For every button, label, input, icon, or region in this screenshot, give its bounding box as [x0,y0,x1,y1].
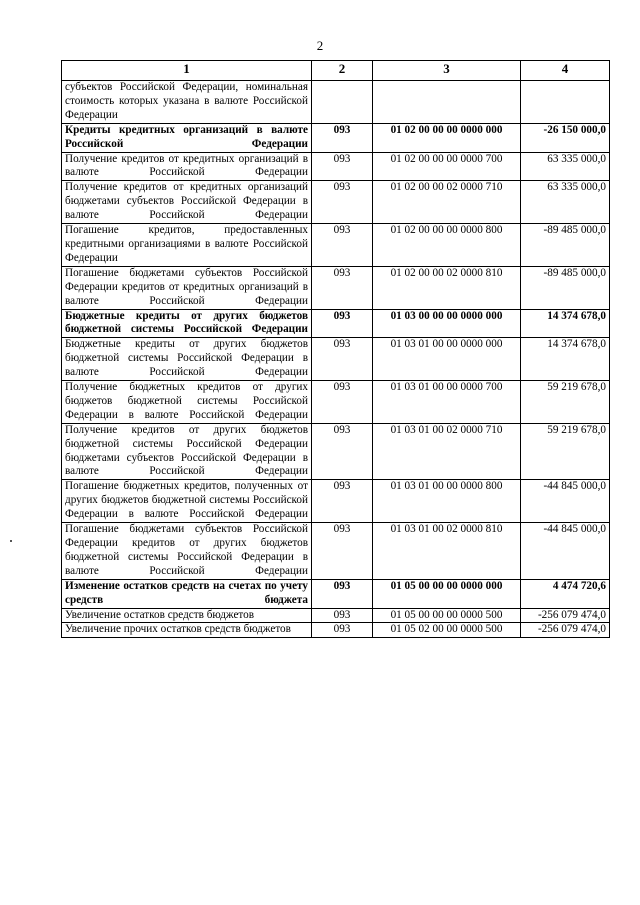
row-amount-cell: -256 079 474,0 [521,608,610,623]
row-name-cell: Погашение кредитов, предоставленных кредитными организациями в валюте Российской Федерации [62,224,312,267]
row-name-cell: Бюджетные кредиты от других бюджетов бюджетной системы Российской Федерации [62,309,312,338]
table-row [62,423,610,480]
row-classification-code-cell: 01 02 00 00 00 0000 800 [373,224,521,267]
row-name-cell: Увеличение остатков средств бюджетов [62,608,312,623]
row-name-cell: Получение кредитов от кредитных организаций в валюте Российской Федерации [62,152,312,181]
table-row [62,608,610,623]
row-classification-code-cell: 01 05 00 00 00 0000 000 [373,579,521,608]
row-amount-cell: -44 845 000,0 [521,523,610,580]
row-name-cell: Получение бюджетных кредитов от других бюджетов бюджетной системы Российской Федерации в валюте Российской Федерации [62,381,312,424]
row-name-cell: субъектов Российской Федерации, номинальная стоимость которых указана в валюте Российской Федерации [62,81,312,124]
row-classification-code-cell: 01 02 00 00 00 0000 700 [373,152,521,181]
header-col-2: 2 [312,61,373,81]
row-admin-code-cell: 093 [312,523,373,580]
row-amount-cell: 59 219 678,0 [521,423,610,480]
row-classification-code-cell: 01 05 02 00 00 0000 500 [373,623,521,638]
row-admin-code-cell: 093 [312,608,373,623]
header-col-4: 4 [521,61,610,81]
row-name-cell: Погашение бюджетами субъектов Российской Федерации кредитов от других бюджетов бюджетной системы Российской Федерации в валюте Российской Федерации [62,523,312,580]
row-name-cell: Изменение остатков средств на счетах по учету средств бюджета [62,579,312,608]
table-row [62,152,610,181]
row-name-cell: Погашение бюджетных кредитов, полученных от других бюджетов бюджетной системы Российской Федерации в валюте Российской Федерации [62,480,312,523]
row-admin-code-cell: 093 [312,623,373,638]
row-classification-code-cell: 01 02 00 00 02 0000 710 [373,181,521,224]
row-amount-cell: -256 079 474,0 [521,623,610,638]
sources-of-financing-table [61,60,610,638]
row-admin-code-cell: 093 [312,224,373,267]
row-admin-code-cell: 093 [312,152,373,181]
row-classification-code-cell: 01 03 00 00 00 0000 000 [373,309,521,338]
row-name-cell: Бюджетные кредиты от других бюджетов бюджетной системы Российской Федерации в валюте Российской Федерации [62,338,312,381]
scan-mark [10,540,12,542]
row-classification-code-cell: 01 02 00 00 02 0000 810 [373,266,521,309]
row-amount-cell: 14 374 678,0 [521,309,610,338]
row-classification-code-cell: 01 03 01 00 02 0000 710 [373,423,521,480]
table-header-row [62,61,610,81]
row-classification-code-cell: 01 02 00 00 00 0000 000 [373,123,521,152]
row-amount-cell: 59 219 678,0 [521,381,610,424]
table-row [62,181,610,224]
row-name-cell: Погашение бюджетами субъектов Российской Федерации кредитов от кредитных организаций в валюте Российской Федерации [62,266,312,309]
table-row [62,480,610,523]
row-amount-cell: -89 485 000,0 [521,224,610,267]
row-name-cell: Кредиты кредитных организаций в валюте Российской Федерации [62,123,312,152]
table-row [62,81,610,124]
table-body [62,81,610,638]
row-amount-cell: -26 150 000,0 [521,123,610,152]
row-admin-code-cell: 093 [312,266,373,309]
table-row [62,623,610,638]
row-name-cell: Получение кредитов от других бюджетов бюджетной системы Российской Федерации бюджетами субъектов Российской Федерации в валюте Российской Федерации [62,423,312,480]
row-classification-code-cell: 01 03 01 00 00 0000 700 [373,381,521,424]
table-row [62,338,610,381]
row-admin-code-cell: 093 [312,123,373,152]
table-row [62,309,610,338]
row-classification-code-cell [373,81,521,124]
table-row [62,523,610,580]
row-amount-cell: -44 845 000,0 [521,480,610,523]
table-row [62,579,610,608]
row-name-cell: Увеличение прочих остатков средств бюджетов [62,623,312,638]
header-col-1: 1 [62,61,312,81]
row-amount-cell: -89 485 000,0 [521,266,610,309]
row-classification-code-cell: 01 05 00 00 00 0000 500 [373,608,521,623]
table-row [62,224,610,267]
header-col-3: 3 [373,61,521,81]
row-amount-cell: 14 374 678,0 [521,338,610,381]
table-row [62,266,610,309]
page-number: 2 [316,38,324,53]
table-row [62,381,610,424]
row-admin-code-cell: 093 [312,423,373,480]
row-admin-code-cell: 093 [312,181,373,224]
row-classification-code-cell: 01 03 01 00 00 0000 000 [373,338,521,381]
row-amount-cell: 4 474 720,6 [521,579,610,608]
row-name-cell: Получение кредитов от кредитных организаций бюджетами субъектов Российской Федерации в валюте Российской Федерации [62,181,312,224]
row-classification-code-cell: 01 03 01 00 02 0000 810 [373,523,521,580]
row-amount-cell: 63 335 000,0 [521,152,610,181]
row-admin-code-cell [312,81,373,124]
row-amount-cell [521,81,610,124]
row-admin-code-cell: 093 [312,381,373,424]
row-amount-cell: 63 335 000,0 [521,181,610,224]
table-row [62,123,610,152]
row-admin-code-cell: 093 [312,579,373,608]
row-admin-code-cell: 093 [312,480,373,523]
row-admin-code-cell: 093 [312,338,373,381]
row-classification-code-cell: 01 03 01 00 00 0000 800 [373,480,521,523]
row-admin-code-cell: 093 [312,309,373,338]
